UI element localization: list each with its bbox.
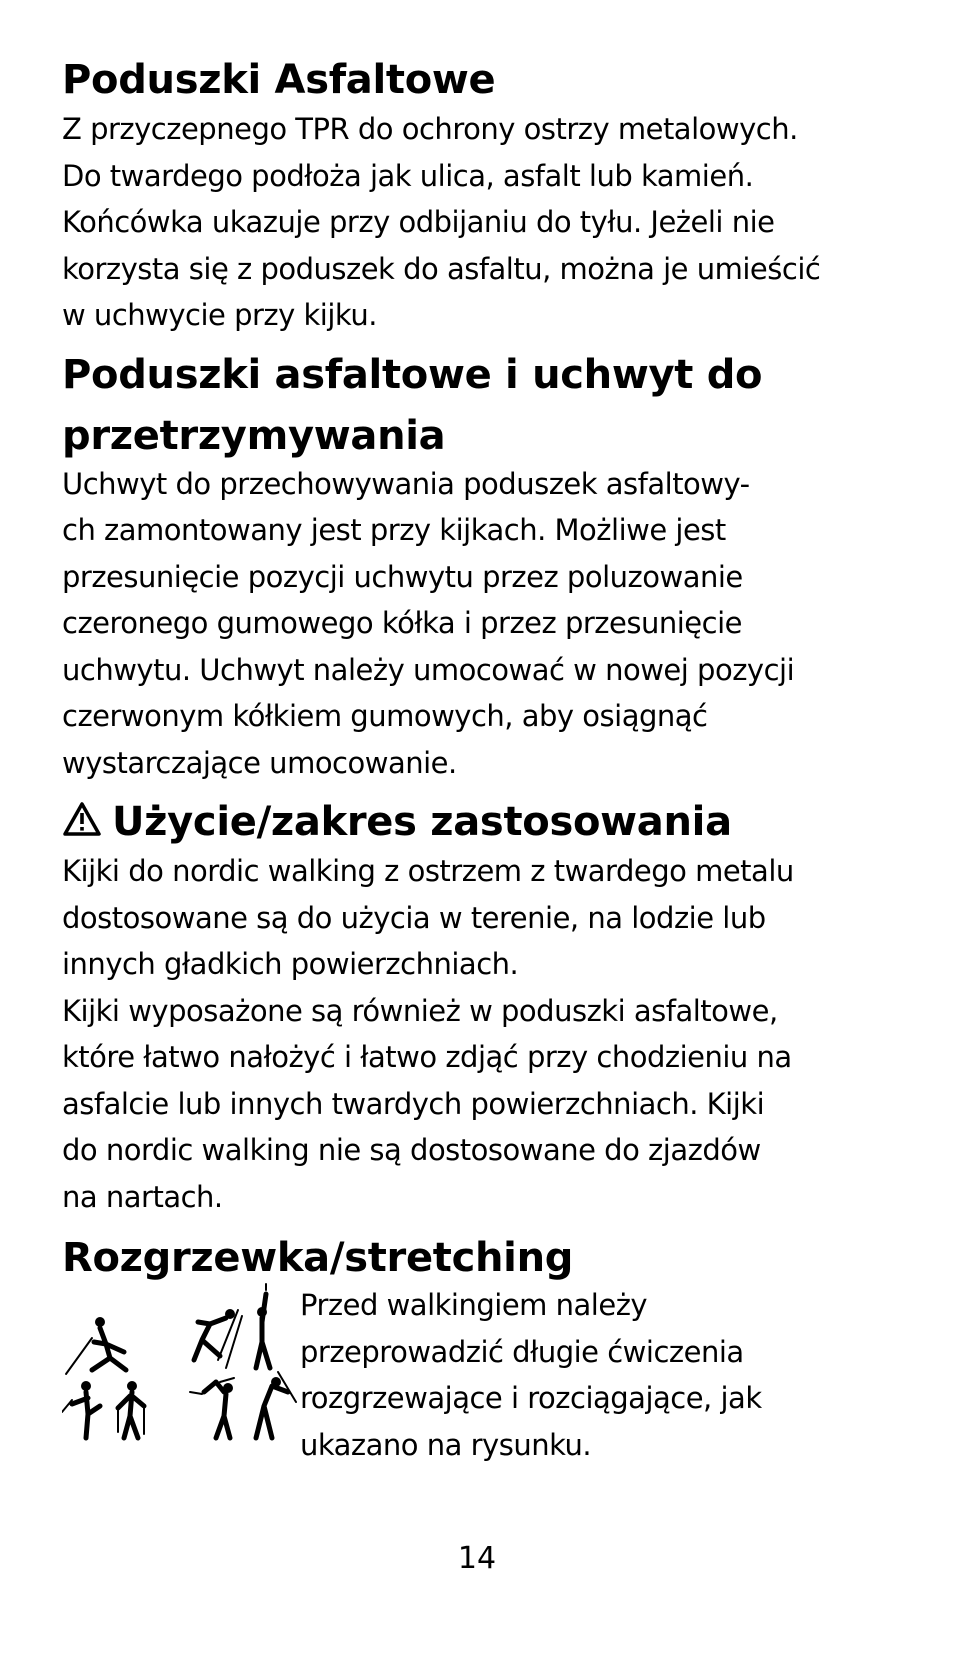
section-body: Z przyczepnego TPR do ochrony ostrzy metalowych. Do twardego podłoża jak ulica, asfalt lub kamień. Końcówka ukazuje przy odbijaniu do tyłu. Jeżeli nie korzysta się z poduszek do asfaltu, można je umieścić w uchwycie przy kijku.: [62, 112, 821, 332]
section-pads-holder: [62, 345, 922, 787]
warning-triangle-icon: [62, 794, 102, 854]
stretching-figures-icon: [62, 1282, 300, 1462]
section-heading: Użycie/zakres zastosowania: [112, 799, 732, 845]
section-heading: Rozgrzewka/stretching: [62, 1235, 574, 1281]
section-body: Uchwyt do przechowywania poduszek asfaltowy- ch zamontowany jest przy kijkach. Możliwe jest przesunięcie pozycji uchwytu przez poluzowanie czeronego gumowego kółka i przez przesunięcie uchwytu. Uchwyt należy umocować w nowej pozycji czerwonym kółkiem gumowych, aby osiągnąć wystarczające umocowanie.: [62, 466, 795, 780]
section-heading: Poduszki asfaltowe i uchwyt do przetrzymywania: [62, 351, 763, 459]
section-heading-row: [62, 792, 922, 854]
manual-page: [62, 50, 922, 1468]
section-heading: Poduszki Asfaltowe: [62, 57, 496, 103]
page-number: 14: [457, 1541, 497, 1576]
section-body: Kijki do nordic walking z ostrzem z twardego metalu dostosowane są do użycia w terenie, na lodzie lub innych gładkich powierzchniach. Kijki wyposażone są również w poduszki asfaltowe, które łatwo nałożyć i łatwo zdjąć przy chodzieniu na asfalcie lub innych twardych powierzchniach. Kijki do nordic walking nie są dostosowane do zjazdów na nartach.: [62, 854, 794, 1214]
warmup-content: [62, 1282, 922, 1468]
section-asphalt-pads: [62, 50, 922, 339]
section-warmup: [62, 1228, 922, 1468]
section-body: Przed walkingiem należy przeprowadzić długie ćwiczenia rozgrzewające i rozciągające, jak ukazano na rysunku.: [300, 1288, 762, 1462]
section-intended-use: [62, 792, 922, 1220]
